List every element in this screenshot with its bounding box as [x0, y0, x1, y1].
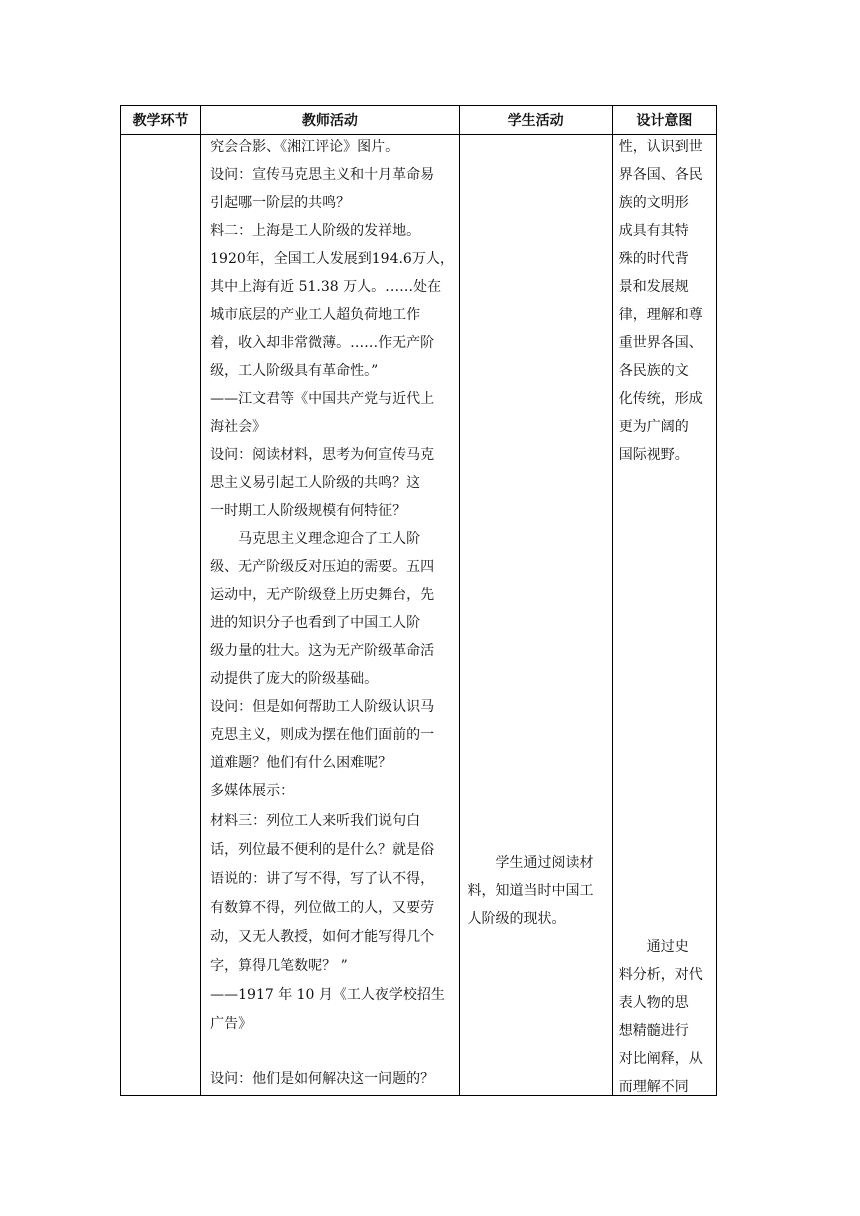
- teacher-line: 1920年，全国工人发展到194.6万人，: [210, 251, 454, 267]
- teacher-line: ——1917 年 10 月《工人夜学校招生: [210, 987, 445, 1003]
- teacher-line: 究会合影、《湘江评论》图片。: [210, 139, 400, 155]
- intent-line: 而理解不同: [618, 1079, 689, 1095]
- teacher-line: 城市底层的产业工人超负荷地工作: [210, 307, 421, 323]
- header-row: [121, 106, 717, 135]
- student-activity-cell: [459, 135, 612, 1096]
- teacher-line: 运动中，无产阶级登上历史舞台，先: [210, 587, 435, 603]
- intent-line: 性，认识到世: [618, 139, 703, 155]
- intent-line: 更为广阔的: [618, 419, 689, 435]
- intent-line: 各民族的文: [618, 363, 689, 379]
- teacher-line: 级力量的壮大。这为无产阶级革命活: [210, 643, 435, 659]
- teacher-line: 设问：宣传马克思主义和十月革命易: [210, 167, 435, 183]
- header-student: 学生活动: [459, 106, 612, 135]
- teacher-line: ——江文君等《中国共产党与近代上: [210, 391, 435, 407]
- teacher-line: 广告》: [210, 1016, 253, 1032]
- intent-line: 殊的时代背: [618, 251, 689, 267]
- intent-line: 重世界各国、: [618, 335, 703, 351]
- header-intent: 设计意图: [612, 106, 716, 135]
- teacher-line: 多媒体展示：: [210, 783, 295, 799]
- intent-line: 通过史: [646, 939, 689, 955]
- intent-line: 律，理解和尊: [618, 307, 703, 323]
- teacher-line: 思主义易引起工人阶级的共鸣？这: [210, 475, 421, 491]
- intent-line: 族的文明形: [618, 195, 689, 211]
- header-stage: 教学环节: [121, 106, 201, 135]
- teacher-line: 料二：上海是工人阶级的发祥地。: [210, 223, 421, 239]
- intent-line: 料分析，对代: [618, 967, 703, 983]
- teacher-line: 有数算不得，列位做工的人，又要劳: [210, 900, 435, 916]
- intent-line: 想精髓进行: [618, 1023, 689, 1039]
- teacher-line: 级，工人阶级具有革命性。”: [210, 363, 379, 379]
- teacher-line: 材料三：列位工人来听我们说句白: [210, 813, 421, 829]
- teacher-line: 动提供了庞大的阶级基础。: [210, 671, 379, 687]
- teacher-line: 进的知识分子也看到了中国工人阶: [210, 615, 421, 631]
- student-line: 学生通过阅读材: [495, 855, 594, 871]
- intent-line: 景和发展规: [618, 279, 689, 295]
- teacher-line: 动，又无人教授，如何才能写得几个: [210, 929, 435, 945]
- teacher-line: 其中上海有近 51.38 万人。……处在: [210, 279, 442, 295]
- teacher-line: 设问：阅读材料，思考为何宣传马克: [210, 447, 435, 463]
- teacher-line: 话，列位最不便利的是什么？就是俗: [210, 842, 435, 858]
- teacher-line: 道难题？他们有什么困难呢？: [210, 755, 393, 771]
- intent-line: 界各国、各民: [618, 167, 703, 183]
- teacher-line: 设问：但是如何帮助工人阶级认识马: [210, 699, 435, 715]
- lesson-plan-table: [120, 105, 717, 1096]
- intent-line: 国际视野。: [618, 447, 689, 463]
- teacher-line: 着，收入却非常微薄。……作无产阶: [210, 335, 435, 351]
- teacher-line: 引起哪一阶层的共鸣？: [210, 195, 351, 211]
- teacher-activity-cell: [201, 135, 459, 1096]
- teacher-line: 克思主义，则成为摆在他们面前的一: [210, 727, 435, 743]
- intent-line: 化传统，形成: [618, 391, 703, 407]
- student-line: 料，知道当时中国工: [467, 883, 594, 899]
- intent-line: 对比阐释，从: [618, 1051, 703, 1067]
- teacher-line: 设问：他们是如何解决这一问题的？: [210, 1071, 435, 1087]
- design-intent-cell: [612, 135, 716, 1096]
- teacher-line: 级、无产阶级反对压迫的需要。五四: [210, 559, 435, 575]
- intent-line: 表人物的思: [618, 995, 689, 1011]
- teacher-line: 一时期工人阶级规模有何特征？: [210, 503, 407, 519]
- intent-line: 成具有其特: [618, 223, 689, 239]
- teacher-line: 字，算得几笔数呢？ ”: [210, 958, 348, 974]
- teacher-line: 语说的：讲了写不得，写了认不得，: [210, 871, 435, 887]
- student-line: 人阶级的现状。: [467, 911, 566, 927]
- stage-cell: [121, 135, 201, 1096]
- header-teacher: 教师活动: [201, 106, 459, 135]
- content-row: [121, 135, 717, 1096]
- teacher-line: 马克思主义理念迎合了工人阶: [238, 531, 421, 547]
- teacher-line: 海社会》: [210, 419, 267, 435]
